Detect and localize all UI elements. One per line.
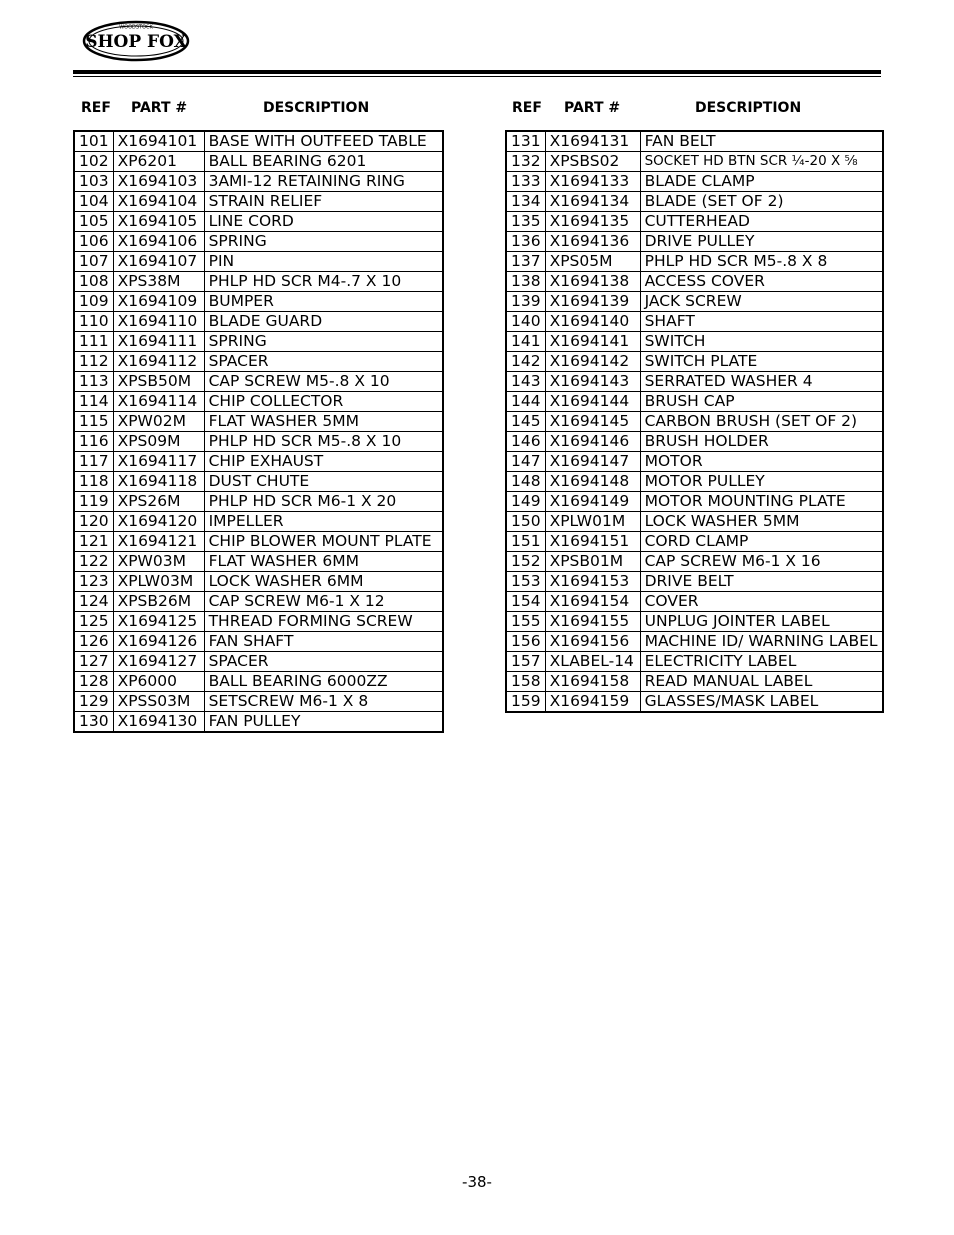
part-number-cell: X1694125 bbox=[113, 612, 204, 632]
ref-cell: 126 bbox=[74, 632, 113, 652]
ref-cell: 145 bbox=[506, 412, 545, 432]
ref-cell: 153 bbox=[506, 572, 545, 592]
table-row bbox=[74, 692, 443, 712]
ref-cell: 101 bbox=[74, 131, 113, 152]
ref-cell: 159 bbox=[506, 692, 545, 713]
table-row bbox=[74, 552, 443, 572]
description-cell: SWITCH bbox=[640, 332, 882, 352]
part-number-cell: XP6201 bbox=[113, 152, 204, 172]
left-header-part: PART # bbox=[131, 100, 188, 116]
ref-cell: 140 bbox=[506, 312, 545, 332]
description-cell: CAP SCREW M6-1 X 12 bbox=[204, 592, 443, 612]
description-cell: CHIP EXHAUST bbox=[204, 452, 443, 472]
ref-cell: 157 bbox=[506, 652, 545, 672]
ref-cell: 148 bbox=[506, 472, 545, 492]
description-cell: SHAFT bbox=[640, 312, 882, 332]
ref-cell: 130 bbox=[74, 712, 113, 733]
ref-cell: 134 bbox=[506, 192, 545, 212]
parts-table-left-body bbox=[74, 131, 443, 732]
table-row bbox=[506, 572, 883, 592]
ref-cell: 122 bbox=[74, 552, 113, 572]
ref-cell: 154 bbox=[506, 592, 545, 612]
description-cell: LINE CORD bbox=[204, 212, 443, 232]
shop-fox-logo-icon bbox=[82, 20, 190, 62]
part-number-cell: X1694118 bbox=[113, 472, 204, 492]
table-row bbox=[506, 131, 883, 152]
ref-cell: 158 bbox=[506, 672, 545, 692]
ref-cell: 135 bbox=[506, 212, 545, 232]
table-row bbox=[74, 131, 443, 152]
description-cell: PHLP HD SCR M6-1 X 20 bbox=[204, 492, 443, 512]
part-number-cell: X1694135 bbox=[545, 212, 640, 232]
part-number-cell: X1694151 bbox=[545, 532, 640, 552]
ref-cell: 120 bbox=[74, 512, 113, 532]
part-number-cell: XPS38M bbox=[113, 272, 204, 292]
description-cell: FAN PULLEY bbox=[204, 712, 443, 733]
description-cell: CHIP BLOWER MOUNT PLATE bbox=[204, 532, 443, 552]
table-row bbox=[506, 272, 883, 292]
part-number-cell: XPW03M bbox=[113, 552, 204, 572]
table-row bbox=[506, 212, 883, 232]
ref-cell: 105 bbox=[74, 212, 113, 232]
table-row bbox=[74, 252, 443, 272]
ref-cell: 113 bbox=[74, 372, 113, 392]
part-number-cell: X1694158 bbox=[545, 672, 640, 692]
ref-cell: 139 bbox=[506, 292, 545, 312]
ref-cell: 149 bbox=[506, 492, 545, 512]
description-cell: BLADE CLAMP bbox=[640, 172, 882, 192]
part-number-cell: X1694121 bbox=[113, 532, 204, 552]
description-cell: CAP SCREW M6-1 X 16 bbox=[640, 552, 882, 572]
description-cell: CHIP COLLECTOR bbox=[204, 392, 443, 412]
description-cell: BASE WITH OUTFEED TABLE bbox=[204, 131, 443, 152]
part-number-cell: X1694138 bbox=[545, 272, 640, 292]
logo-text: SHOP FOX bbox=[85, 32, 187, 52]
table-row bbox=[506, 372, 883, 392]
part-number-cell: XPSB26M bbox=[113, 592, 204, 612]
ref-cell: 106 bbox=[74, 232, 113, 252]
part-number-cell: XP6000 bbox=[113, 672, 204, 692]
part-number-cell: X1694148 bbox=[545, 472, 640, 492]
part-number-cell: X1694149 bbox=[545, 492, 640, 512]
ref-cell: 151 bbox=[506, 532, 545, 552]
table-row bbox=[74, 652, 443, 672]
table-row bbox=[506, 332, 883, 352]
part-number-cell: X1694143 bbox=[545, 372, 640, 392]
description-cell: GLASSES/MASK LABEL bbox=[640, 692, 882, 713]
ref-cell: 102 bbox=[74, 152, 113, 172]
table-row bbox=[74, 152, 443, 172]
table-row bbox=[74, 412, 443, 432]
description-cell: SETSCREW M6-1 X 8 bbox=[204, 692, 443, 712]
table-row bbox=[74, 472, 443, 492]
ref-cell: 128 bbox=[74, 672, 113, 692]
description-cell: LOCK WASHER 6MM bbox=[204, 572, 443, 592]
description-cell: ELECTRICITY LABEL bbox=[640, 652, 882, 672]
ref-cell: 108 bbox=[74, 272, 113, 292]
table-row bbox=[74, 352, 443, 372]
table-row bbox=[506, 412, 883, 432]
ref-cell: 111 bbox=[74, 332, 113, 352]
ref-cell: 141 bbox=[506, 332, 545, 352]
part-number-cell: X1694126 bbox=[113, 632, 204, 652]
header-rule-thin bbox=[73, 76, 881, 77]
description-cell: CAP SCREW M5-.8 X 10 bbox=[204, 372, 443, 392]
ref-cell: 150 bbox=[506, 512, 545, 532]
parts-table-right bbox=[505, 130, 884, 713]
table-row bbox=[506, 352, 883, 372]
part-number-cell: XPSB01M bbox=[545, 552, 640, 572]
part-number-cell: X1694106 bbox=[113, 232, 204, 252]
description-cell: CARBON BRUSH (SET OF 2) bbox=[640, 412, 882, 432]
ref-cell: 152 bbox=[506, 552, 545, 572]
description-cell: PHLP HD SCR M5-.8 X 8 bbox=[640, 252, 882, 272]
part-number-cell: X1694139 bbox=[545, 292, 640, 312]
description-cell: PIN bbox=[204, 252, 443, 272]
description-cell: CUTTERHEAD bbox=[640, 212, 882, 232]
ref-cell: 125 bbox=[74, 612, 113, 632]
part-number-cell: X1694154 bbox=[545, 592, 640, 612]
description-cell: SWITCH PLATE bbox=[640, 352, 882, 372]
ref-cell: 147 bbox=[506, 452, 545, 472]
table-row bbox=[506, 552, 883, 572]
part-number-cell: XPLW03M bbox=[113, 572, 204, 592]
description-cell: BLADE GUARD bbox=[204, 312, 443, 332]
page-number: -38- bbox=[462, 1173, 492, 1191]
description-cell: BLADE (SET OF 2) bbox=[640, 192, 882, 212]
table-row bbox=[74, 672, 443, 692]
ref-cell: 119 bbox=[74, 492, 113, 512]
table-row bbox=[506, 232, 883, 252]
right-header-part: PART # bbox=[564, 100, 621, 116]
table-row bbox=[74, 432, 443, 452]
part-number-cell: X1694145 bbox=[545, 412, 640, 432]
ref-cell: 117 bbox=[74, 452, 113, 472]
ref-cell: 146 bbox=[506, 432, 545, 452]
ref-cell: 107 bbox=[74, 252, 113, 272]
table-row bbox=[506, 312, 883, 332]
ref-cell: 124 bbox=[74, 592, 113, 612]
table-row bbox=[506, 392, 883, 412]
description-cell: MACHINE ID/ WARNING LABEL bbox=[640, 632, 882, 652]
description-cell: COVER bbox=[640, 592, 882, 612]
description-cell: JACK SCREW bbox=[640, 292, 882, 312]
description-cell: THREAD FORMING SCREW bbox=[204, 612, 443, 632]
part-number-cell: X1694111 bbox=[113, 332, 204, 352]
part-number-cell: X1694130 bbox=[113, 712, 204, 733]
table-row bbox=[506, 692, 883, 713]
description-cell: BUMPER bbox=[204, 292, 443, 312]
table-row bbox=[506, 472, 883, 492]
description-cell: SPRING bbox=[204, 232, 443, 252]
description-cell: DUST CHUTE bbox=[204, 472, 443, 492]
part-number-cell: X1694101 bbox=[113, 131, 204, 152]
part-number-cell: X1694141 bbox=[545, 332, 640, 352]
description-cell: MOTOR bbox=[640, 452, 882, 472]
part-number-cell: X1694159 bbox=[545, 692, 640, 713]
table-row bbox=[74, 392, 443, 412]
part-number-cell: XPS05M bbox=[545, 252, 640, 272]
ref-cell: 143 bbox=[506, 372, 545, 392]
part-number-cell: X1694142 bbox=[545, 352, 640, 372]
ref-cell: 112 bbox=[74, 352, 113, 372]
description-cell: FLAT WASHER 6MM bbox=[204, 552, 443, 572]
parts-table-right-body bbox=[506, 131, 883, 712]
table-row bbox=[506, 192, 883, 212]
description-cell: MOTOR PULLEY bbox=[640, 472, 882, 492]
ref-cell: 116 bbox=[74, 432, 113, 452]
table-row bbox=[506, 672, 883, 692]
description-cell: BALL BEARING 6000ZZ bbox=[204, 672, 443, 692]
table-row bbox=[506, 632, 883, 652]
part-number-cell: X1694109 bbox=[113, 292, 204, 312]
description-cell: PHLP HD SCR M5-.8 X 10 bbox=[204, 432, 443, 452]
part-number-cell: X1694104 bbox=[113, 192, 204, 212]
table-row bbox=[506, 612, 883, 632]
part-number-cell: X1694144 bbox=[545, 392, 640, 412]
table-row bbox=[74, 312, 443, 332]
description-cell: BRUSH CAP bbox=[640, 392, 882, 412]
part-number-cell: X1694134 bbox=[545, 192, 640, 212]
description-cell: MOTOR MOUNTING PLATE bbox=[640, 492, 882, 512]
table-row bbox=[74, 232, 443, 252]
description-cell: STRAIN RELIEF bbox=[204, 192, 443, 212]
part-number-cell: X1694155 bbox=[545, 612, 640, 632]
part-number-cell: XPW02M bbox=[113, 412, 204, 432]
header-rule bbox=[73, 70, 881, 74]
part-number-cell: X1694153 bbox=[545, 572, 640, 592]
table-row bbox=[74, 592, 443, 612]
description-cell: FAN BELT bbox=[640, 131, 882, 152]
description-cell: FLAT WASHER 5MM bbox=[204, 412, 443, 432]
table-row bbox=[74, 212, 443, 232]
table-row bbox=[74, 712, 443, 733]
table-row bbox=[506, 172, 883, 192]
part-number-cell: X1694127 bbox=[113, 652, 204, 672]
table-row bbox=[74, 332, 443, 352]
table-row bbox=[506, 452, 883, 472]
ref-cell: 123 bbox=[74, 572, 113, 592]
part-number-cell: X1694140 bbox=[545, 312, 640, 332]
ref-cell: 155 bbox=[506, 612, 545, 632]
part-number-cell: X1694107 bbox=[113, 252, 204, 272]
description-cell: SPACER bbox=[204, 652, 443, 672]
part-number-cell: XPS09M bbox=[113, 432, 204, 452]
part-number-cell: XPSS03M bbox=[113, 692, 204, 712]
ref-cell: 138 bbox=[506, 272, 545, 292]
left-header-description: DESCRIPTION bbox=[263, 100, 370, 116]
ref-cell: 118 bbox=[74, 472, 113, 492]
part-number-cell: X1694120 bbox=[113, 512, 204, 532]
description-cell: PHLP HD SCR M4-.7 X 10 bbox=[204, 272, 443, 292]
table-row bbox=[506, 432, 883, 452]
part-number-cell: XPLW01M bbox=[545, 512, 640, 532]
table-row bbox=[74, 612, 443, 632]
description-cell: CORD CLAMP bbox=[640, 532, 882, 552]
table-row bbox=[74, 532, 443, 552]
table-row bbox=[74, 452, 443, 472]
part-number-cell: X1694146 bbox=[545, 432, 640, 452]
description-cell: SPRING bbox=[204, 332, 443, 352]
table-row bbox=[74, 292, 443, 312]
parts-table-left bbox=[73, 130, 444, 733]
part-number-cell: X1694110 bbox=[113, 312, 204, 332]
ref-cell: 133 bbox=[506, 172, 545, 192]
ref-cell: 142 bbox=[506, 352, 545, 372]
table-row bbox=[506, 492, 883, 512]
table-row bbox=[506, 292, 883, 312]
description-cell: BRUSH HOLDER bbox=[640, 432, 882, 452]
table-row bbox=[74, 512, 443, 532]
part-number-cell: X1694131 bbox=[545, 131, 640, 152]
part-number-cell: XLABEL-14 bbox=[545, 652, 640, 672]
part-number-cell: X1694112 bbox=[113, 352, 204, 372]
table-row bbox=[506, 652, 883, 672]
ref-cell: 114 bbox=[74, 392, 113, 412]
ref-cell: 136 bbox=[506, 232, 545, 252]
part-number-cell: X1694156 bbox=[545, 632, 640, 652]
ref-cell: 110 bbox=[74, 312, 113, 332]
description-cell: IMPELLER bbox=[204, 512, 443, 532]
part-number-cell: X1694114 bbox=[113, 392, 204, 412]
ref-cell: 103 bbox=[74, 172, 113, 192]
table-row bbox=[74, 372, 443, 392]
ref-cell: 121 bbox=[74, 532, 113, 552]
description-cell: ACCESS COVER bbox=[640, 272, 882, 292]
ref-cell: 131 bbox=[506, 131, 545, 152]
table-row bbox=[74, 192, 443, 212]
part-number-cell: X1694133 bbox=[545, 172, 640, 192]
description-cell: UNPLUG JOINTER LABEL bbox=[640, 612, 882, 632]
left-header-ref: REF bbox=[81, 100, 111, 116]
description-cell: FAN SHAFT bbox=[204, 632, 443, 652]
ref-cell: 132 bbox=[506, 152, 545, 172]
part-number-cell: XPSBS02 bbox=[545, 152, 640, 172]
ref-cell: 144 bbox=[506, 392, 545, 412]
part-number-cell: X1694147 bbox=[545, 452, 640, 472]
description-cell: 3AMI-12 RETAINING RING bbox=[204, 172, 443, 192]
ref-cell: 137 bbox=[506, 252, 545, 272]
part-number-cell: X1694136 bbox=[545, 232, 640, 252]
part-number-cell: X1694105 bbox=[113, 212, 204, 232]
right-header-description: DESCRIPTION bbox=[695, 100, 802, 116]
table-row bbox=[74, 572, 443, 592]
ref-cell: 115 bbox=[74, 412, 113, 432]
part-number-cell: X1694117 bbox=[113, 452, 204, 472]
ref-cell: 127 bbox=[74, 652, 113, 672]
table-row bbox=[506, 152, 883, 172]
part-number-cell: X1694103 bbox=[113, 172, 204, 192]
ref-cell: 156 bbox=[506, 632, 545, 652]
table-row bbox=[506, 252, 883, 272]
logo-subtext: WOODSTOCK bbox=[119, 24, 153, 31]
ref-cell: 104 bbox=[74, 192, 113, 212]
part-number-cell: XPSB50M bbox=[113, 372, 204, 392]
description-cell: SOCKET HD BTN SCR ¼-20 X ⅝ bbox=[640, 152, 882, 172]
table-row bbox=[74, 172, 443, 192]
description-cell: SERRATED WASHER 4 bbox=[640, 372, 882, 392]
description-cell: BALL BEARING 6201 bbox=[204, 152, 443, 172]
ref-cell: 109 bbox=[74, 292, 113, 312]
part-number-cell: XPS26M bbox=[113, 492, 204, 512]
description-cell: DRIVE BELT bbox=[640, 572, 882, 592]
table-row bbox=[74, 272, 443, 292]
right-header-ref: REF bbox=[512, 100, 542, 116]
table-row bbox=[74, 632, 443, 652]
table-row bbox=[506, 592, 883, 612]
shop-fox-logo bbox=[82, 20, 190, 62]
ref-cell: 129 bbox=[74, 692, 113, 712]
description-cell: SPACER bbox=[204, 352, 443, 372]
table-row bbox=[74, 492, 443, 512]
description-cell: DRIVE PULLEY bbox=[640, 232, 882, 252]
description-cell: LOCK WASHER 5MM bbox=[640, 512, 882, 532]
description-cell: READ MANUAL LABEL bbox=[640, 672, 882, 692]
table-row bbox=[506, 532, 883, 552]
table-row bbox=[506, 512, 883, 532]
